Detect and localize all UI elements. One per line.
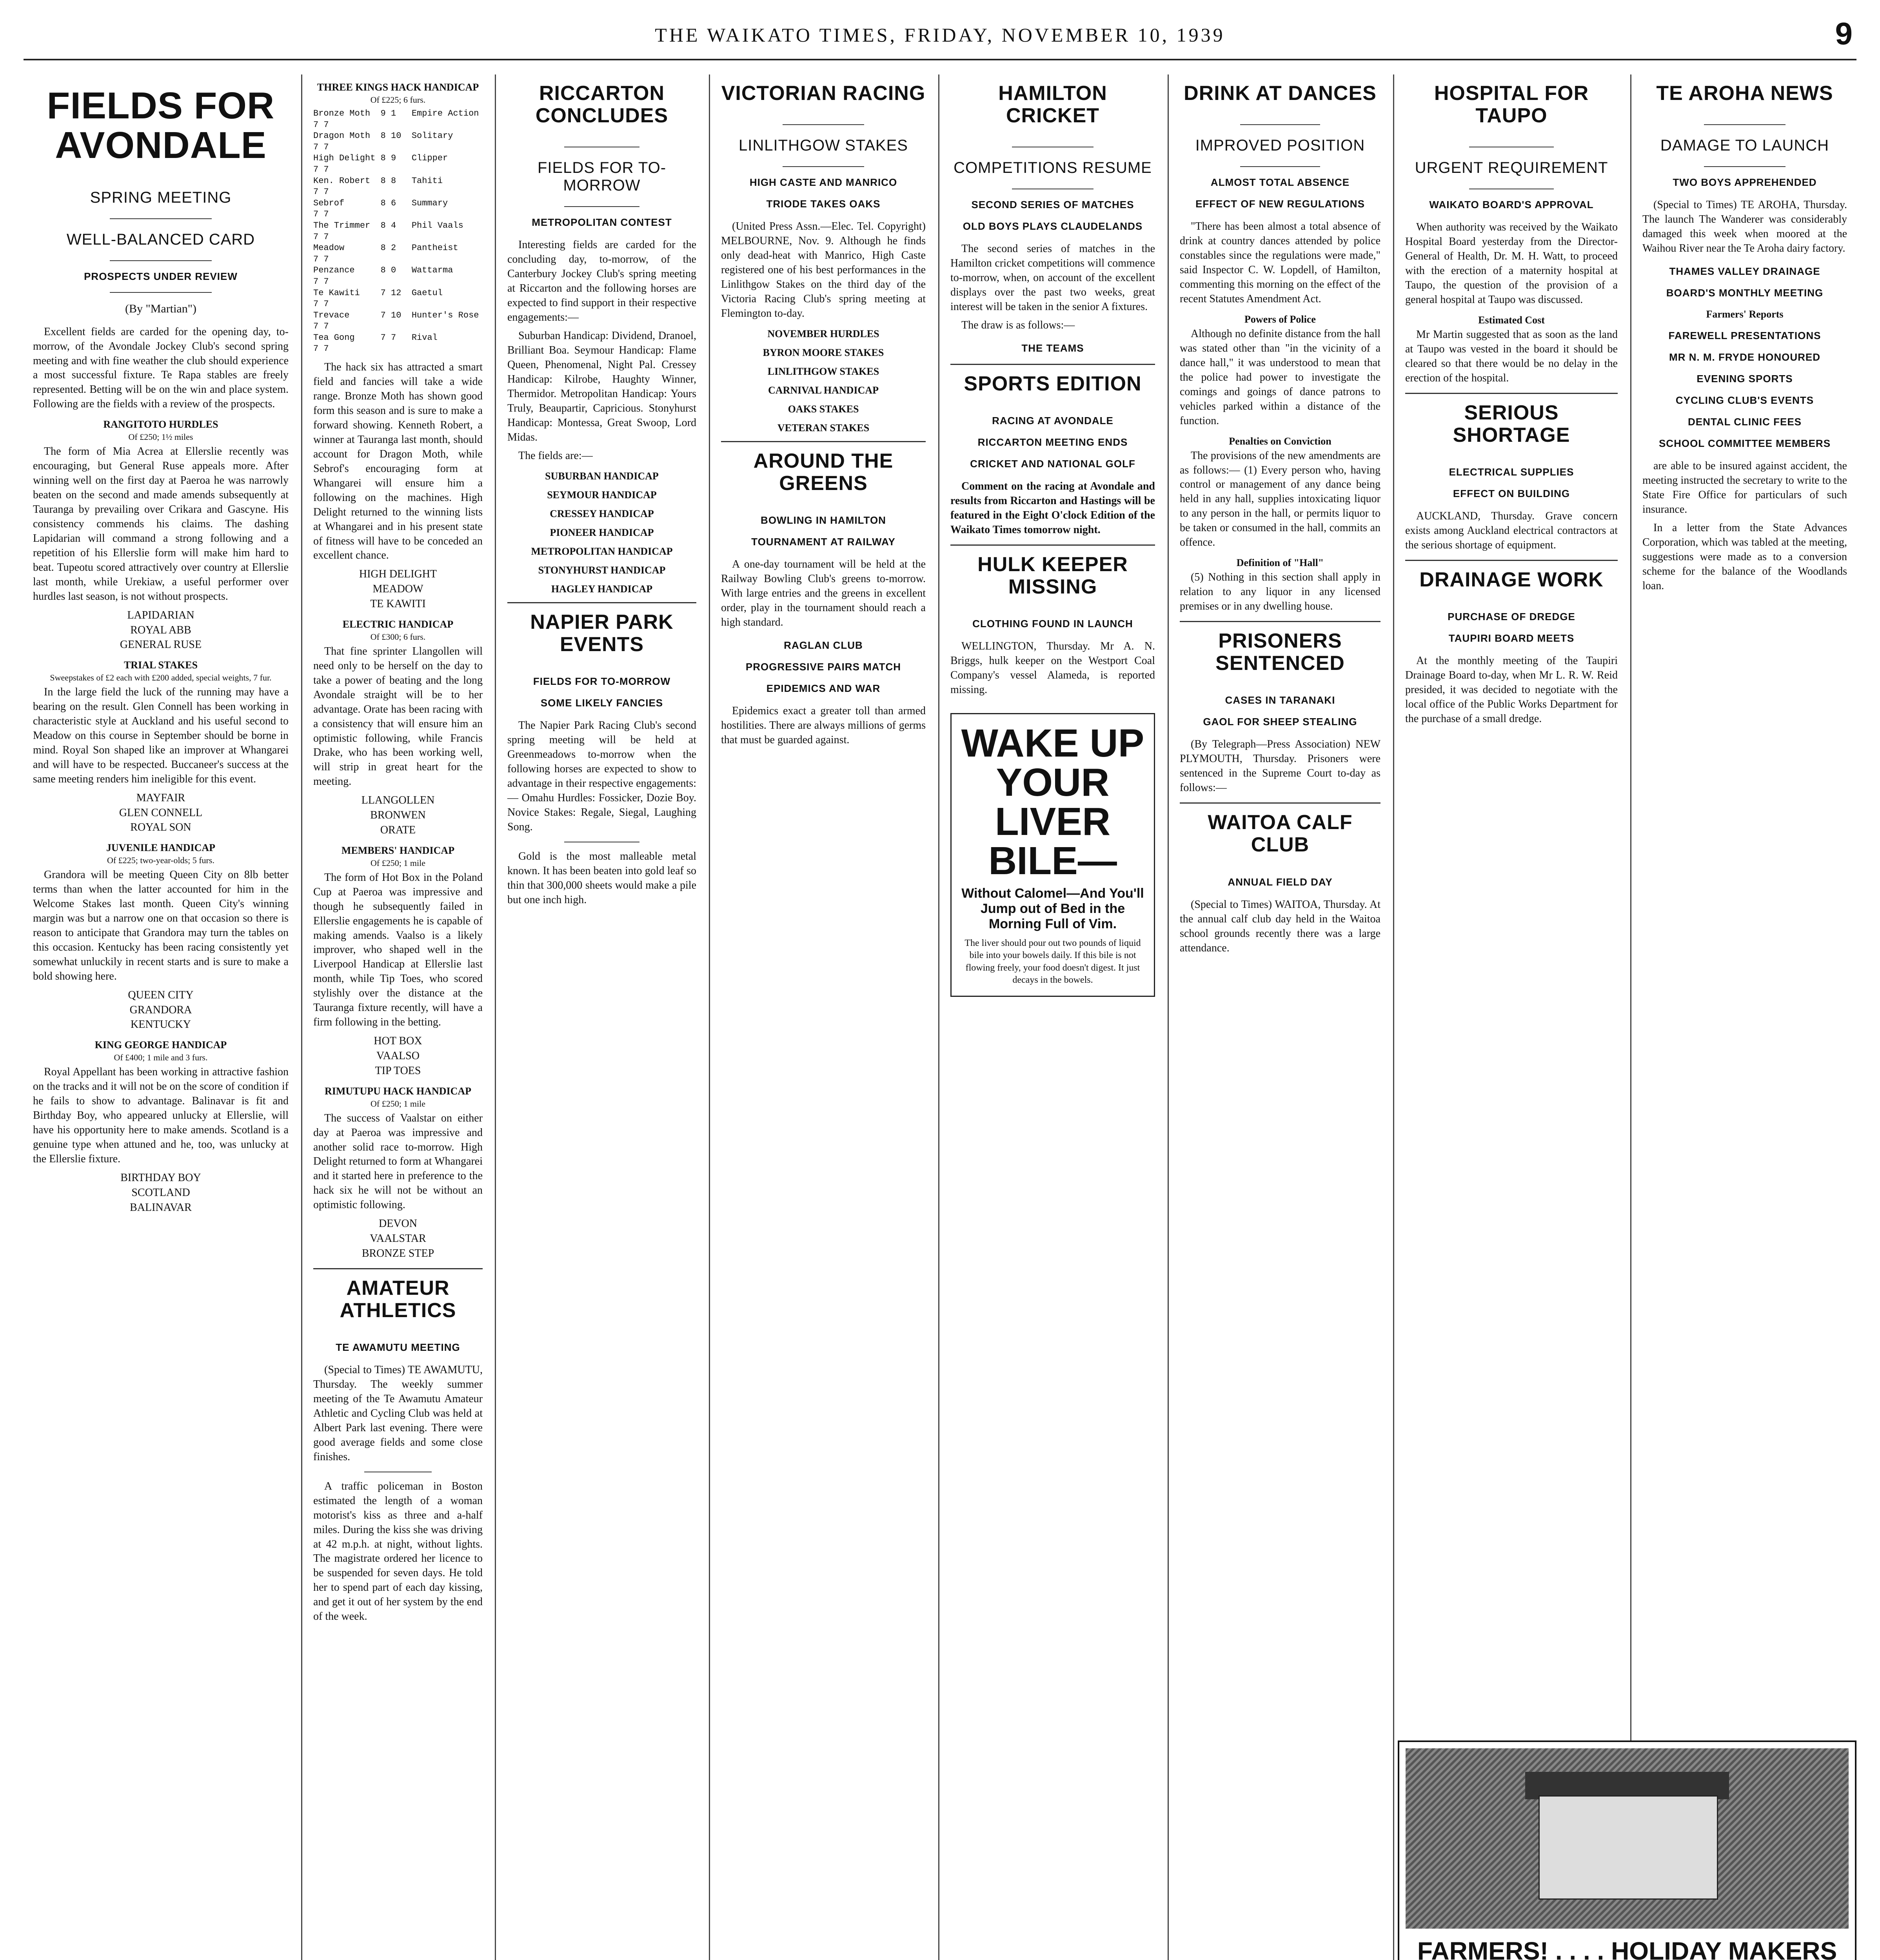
tip: GLEN CONNELL [119, 806, 203, 819]
race-heading: RANGITOTO HURDLES [103, 419, 218, 430]
column-rule [301, 74, 302, 1960]
page-number: 9 [1835, 16, 1853, 51]
divider [313, 1268, 483, 1269]
column-rule [1393, 74, 1394, 1960]
divider [507, 602, 696, 603]
tip: HOT BOX [374, 1035, 422, 1047]
paragraph: Grandora will be meeting Queen City on 8lb better terms than when the latter accounted for him in the Welcome Stakes last month. Queen City's winning margin was but a narrow one on that occasion so there is reason to anticipate that Grandora may turn the tables on this occasion. Kentucky has been racing consistently yet somewhat unluckily in recent starts and is sure to make a bold showing here. [33, 869, 289, 982]
race-heading: JUVENILE HANDICAP [106, 842, 216, 854]
race-heading: TRIAL STAKES [124, 659, 198, 671]
tip: LAPIDARIAN [127, 609, 194, 621]
column-1 [24, 74, 298, 1960]
subheading: URGENT REQUIREMENT [1415, 159, 1608, 177]
tip: DEVON [379, 1218, 417, 1230]
race-heading: RIMUTUPU HACK HANDICAP [324, 1085, 472, 1097]
tip: SCOTLAND [131, 1186, 190, 1199]
paragraph: "There has been almost a total absence of drink at country dances attended by police constables since the regulations were made," said Inspector C. W. Lopdell, of Hamilton, commenting this morning on the effect of the recent Statutes Amendment Act. [1180, 220, 1380, 305]
subheading: RICCARTON MEETING ENDS [977, 436, 1128, 448]
divider [783, 124, 865, 125]
divider [110, 292, 212, 293]
subheading: SCHOOL COMMITTEE MEMBERS [1658, 437, 1831, 449]
paragraph: A one-day tournament will be held at the Railway Bowling Club's greens to-morrow. With large entries and the greens in excellent order, play in the tournament should reach a high standard. [721, 558, 926, 629]
headline: TE AROHA NEWS [1656, 82, 1833, 105]
subheading: SOME LIKELY FANCIES [540, 697, 663, 709]
tip: BIRTHDAY BOY [120, 1171, 201, 1184]
section-heading: Penalties on Conviction [1229, 435, 1331, 447]
headline: RICCARTON CONCLUDES [535, 82, 668, 127]
tip: ROYAL ABB [130, 624, 191, 636]
column-rule [495, 74, 496, 1960]
race-conditions: Of £225; 6 furs. [370, 95, 426, 105]
headline: HAMILTON CRICKET [998, 82, 1107, 127]
byline: (By "Martian") [125, 302, 196, 315]
paragraph: At the monthly meeting of the Taupiri Drainage Board to-day, when Mr L. R. W. Reid presided, it was decided to negotiate with the local office of the Public Works Department for the purchase of a small dredge. [1405, 655, 1618, 725]
paragraph: Mr Martin suggested that as soon as the land at Taupo was vested in the board it should be cleared so that there would be no delay in the erection of the hospital. [1405, 328, 1618, 384]
subheading: FIELDS FOR TO-MORROW [537, 159, 667, 194]
section-heading: Farmers' Reports [1706, 309, 1784, 320]
subheading: WELL-BALANCED CARD [66, 230, 255, 248]
subheading: CYCLING CLUB'S EVENTS [1675, 394, 1814, 406]
subheading: RACING AT AVONDALE [992, 415, 1113, 427]
paragraph: (Special to Times) WAITOA, Thursday. At the annual calf club day held in the Waitoa school grounds recently there was a large attendance. [1180, 898, 1380, 954]
subheading: EVENING SPORTS [1697, 373, 1793, 385]
tip: MAYFAIR [136, 791, 185, 804]
headline: HULK KEEPER MISSING [977, 553, 1128, 599]
divider [783, 166, 865, 167]
tips-list [313, 1034, 483, 1078]
paragraph: (Special to Times) TE AROHA, Thursday. The launch The Wanderer was considerably damaged this week when moored at the Waihou River near the Te Aroha dairy factory. [1642, 199, 1847, 255]
tips-list [313, 793, 483, 837]
subheading: SPRING MEETING [90, 189, 232, 206]
subheading: TWO BOYS APPREHENDED [1673, 176, 1817, 189]
divider [110, 260, 212, 261]
race-conditions: Of £250; 1 mile [371, 1098, 425, 1109]
tip: BRONZE STEP [361, 1247, 434, 1259]
divider [1180, 621, 1380, 622]
tip: VAALSTAR [370, 1232, 426, 1245]
divider [1704, 124, 1786, 125]
paragraph: (By Telegraph—Press Association) NEW PLYMOUTH, Thursday. Prisoners were sentenced in the Supreme Court to-day as follows:— [1180, 738, 1380, 794]
ad-block [1398, 1740, 1856, 1960]
column-5 [941, 74, 1164, 1960]
paragraph: Excellent fields are carded for the opening day, to-morrow, of the Avondale Jockey Club's second spring meeting and with fine weather the club should experience a most successful fixture. Te Rapa stables are freely represented. Betting will be on the win and place system. Following are the fields with a review of the prospects. [33, 325, 289, 410]
subheading: CASES IN TARANAKI [1225, 694, 1335, 706]
paragraph: (Special to Times) TE AWAMUTU, Thursday. The weekly summer meeting of the Te Awamutu Amateur Athletic and Cycling Club was held at Albert Park last evening. There were good average fields and some close finishes. [313, 1364, 483, 1463]
tips-list [33, 988, 289, 1032]
tip: TE KAWITI [370, 598, 426, 610]
race-conditions: Of £250; 1½ miles [128, 432, 193, 442]
column-3 [498, 74, 706, 1960]
subheading: LINLITHGOW STAKES [739, 137, 908, 154]
subheading: THAMES VALLEY DRAINAGE [1669, 265, 1820, 277]
subheading: ANNUAL FIELD DAY [1228, 876, 1333, 888]
paragraph: The form of Mia Acrea at Ellerslie recently was encouraging, but General Ruse appeals more. After winning well on the first day at Paeroa he was narrowly beaten on the second and made amends subsequently at Tauranga by prevailing over Crikara and Gascyne. His consistency commends his claims. The dashing Lapidarian will command a strong following and a repetition of his Ellerslie form will make him hard to beat. Tupeotu scored attractively over country at Ellerslie last month, while Urekiaw, a useful performer over hurdles last season, is not without prospects. [33, 445, 289, 603]
column-2 [304, 74, 492, 1960]
race-heading: CARNIVAL HANDICAP [768, 384, 879, 396]
divider [950, 544, 1155, 546]
headline: AMATEUR ATHLETICS [340, 1276, 456, 1322]
race-heading: METROPOLITAN HANDICAP [531, 545, 673, 557]
subheading: EFFECT ON BUILDING [1453, 488, 1570, 500]
divider [721, 441, 926, 442]
column-6 [1170, 74, 1390, 1960]
race-heading: LINLITHGOW STAKES [767, 365, 879, 377]
headline: NAPIER PARK EVENTS [530, 610, 674, 656]
column-8 [1633, 74, 1856, 1960]
subheading: METROPOLITAN CONTEST [532, 216, 672, 229]
subheading: GAOL FOR SHEEP STEALING [1203, 716, 1357, 728]
paragraph: WELLINGTON, Thursday. Mr A. N. Briggs, hulk keeper on the Westport Coal Company's vessel Alameda, is reported missing. [950, 640, 1155, 696]
paragraph: That fine sprinter Llangollen will need only to be herself on the day to take a power of beating and the long Avondale straight will be to her advantage. Orate has been racing with a consistency that will ensure him an optimistic following, while Francis Drake, who has been working well, will strip in great heart for the meeting. [313, 645, 483, 788]
masthead-rule [24, 59, 1856, 60]
paragraph: A traffic policeman in Boston estimated the length of a woman motorist's kiss as three and a-half miles. During the kiss she was driving at 42 m.p.h. at night, without lights. The magistrate ordered her licence to be suspended for seven days. He told her to spend part of each day kissing, and get it out of her system by the end of the week. [313, 1480, 483, 1623]
paragraph: The form of Hot Box in the Poland Cup at Paeroa was impressive and though he subsequently failed in Ellerslie engagements he is capable of making amends. Vaalso is a likely improver, who shaped well in the Liverpool Handicap at Ellerslie last month, while Tip Toes, who scored stylishly over the distance at the Tauranga fixture recently, will have a firm following in the betting. [313, 871, 483, 1029]
divider [950, 364, 1155, 365]
paragraph: In the large field the luck of the running may have a bearing on the result. Glen Connell has been working in characteristic style at Auckland and his useful second to Meadow on this course in September should be borne in mind. Royal Son shaped like an improver at Whangarei and will have to be respected. Buccaneer's success at the same meeting renders him ineligible for this event. [33, 686, 289, 785]
masthead [0, 0, 1880, 59]
house-shape [1539, 1795, 1718, 1900]
field-table: Bronze Moth 9 1 Empire Action 7 7 Dragon Moth 8 10 Solitary 7 7 High Delight 8 9 Clipper 7 7 Ken. Robert 8 8 Tahiti 7 7 Sebrof 8 6 Summary 7 7 The Trimmer 8 4 Phil Vaals 7 7 Meadow 8 2 Pantheist 7 7 Penzance 8 0 Wattarma 7 7 Te Kawiti 7 12 Gaetul 7 7 Trevace 7 10 Hunter's Rose 7 7 Tea Gong 7 7 Rival 7 7 [313, 109, 479, 354]
subheading: MR N. M. FRYDE HONOURED [1669, 351, 1821, 363]
column-7 [1396, 74, 1627, 1960]
paragraph: Gold is the most malleable metal known. It has been beaten into gold leaf so thin that 300,000 sheets would make a pile but one inch high. [507, 850, 696, 906]
subheading: DENTAL CLINIC FEES [1687, 416, 1802, 428]
subheading: HIGH CASTE AND MANRICO [749, 176, 897, 189]
tip: GRANDORA [129, 1004, 192, 1016]
subheading: COMPETITIONS RESUME [954, 159, 1152, 177]
subheading: FIELDS FOR TO-MORROW [533, 675, 671, 688]
subheading: PROGRESSIVE PAIRS MATCH [745, 661, 901, 673]
subheading: THE TEAMS [1021, 342, 1084, 354]
tip: LLANGOLLEN [361, 794, 435, 807]
headline: DRAINAGE WORK [1419, 568, 1604, 592]
paragraph: The provisions of the new amendments are as follows:— (1) Every person who, having control or management of any dance being held in any hall, supplies intoxicating liquor to any person in the hall, or permits liquor to be taken or consumed in the hall, commits an offence. [1180, 449, 1380, 549]
race-heading: BYRON MOORE STAKES [763, 347, 884, 358]
race-conditions: Sweepstakes of £2 each with £200 added, special weights, 7 fur. [50, 673, 272, 683]
subheading: BOARD'S MONTHLY MEETING [1666, 287, 1824, 299]
tip: ROYAL SON [130, 821, 191, 834]
race-conditions: Of £400; 1 mile and 3 furs. [114, 1053, 208, 1063]
subheading: TOURNAMENT AT RAILWAY [751, 536, 895, 548]
race-heading: SEYMOUR HANDICAP [547, 489, 657, 501]
subheading: RAGLAN CLUB [784, 639, 863, 651]
subheading: FAREWELL PRESENTATIONS [1668, 330, 1821, 341]
race-conditions: Of £250; 1 mile [371, 858, 425, 868]
subheading: BOWLING IN HAMILTON [761, 514, 886, 526]
race-heading: CRESSEY HANDICAP [550, 508, 654, 519]
ad-body: The liver should pour out two pounds of liquid bile into your bowels daily. If this bile is not flowing freely, your food doesn't digest. It just decays in the bowels. [965, 938, 1141, 985]
tips-list [33, 608, 289, 652]
headline: DRINK AT DANCES [1184, 82, 1377, 105]
paragraph: Interesting fields are carded for the concluding day, to-morrow, of the Canterbury Jockey Club's spring meeting at Riccarton and the following horses are expected to find support in their respective engagements:— [507, 239, 696, 324]
ad-subheadline: Without Calomel—And You'll Jump out of Bed in the Morning Full of Vim. [961, 886, 1144, 932]
subheading: OLD BOYS PLAYS CLAUDELANDS [963, 220, 1143, 232]
paragraph: The fields are:— [518, 449, 593, 462]
divider [1405, 393, 1618, 394]
paragraph: Royal Appellant has been working in attractive fashion on the tracks and it will not be on the score of condition if he fails to show to advantage. Balinavar is fit and Birthday Boy, who appeared unlucky at Ellerslie, will have his opportunity here to make amends. Scotland is a genuine type when attuned and he, too, was unlucky at the Ellerslie fixture. [33, 1066, 289, 1165]
tip: TIP TOES [375, 1064, 421, 1077]
subheading: EFFECT OF NEW REGULATIONS [1195, 198, 1365, 210]
tip: KENTUCKY [131, 1018, 191, 1031]
tip: HIGH DELIGHT [359, 568, 437, 581]
section-heading: Estimated Cost [1478, 314, 1545, 326]
tip: MEADOW [372, 583, 423, 595]
race-heading: OAKS STAKES [788, 403, 859, 415]
subheading: CLOTHING FOUND IN LAUNCH [972, 618, 1133, 630]
headline: PRISONERS SENTENCED [1215, 630, 1345, 675]
tip: BRONWEN [370, 809, 426, 822]
paragraph: The second series of matches in the Hamilton cricket competitions will commence to-morrow, when, on account of the excellent displays over the past two weeks, great interest will be taken in the senior A fixtures. [950, 243, 1155, 313]
paragraph: When authority was received by the Waikato Hospital Board yesterday from the Director-General of Health, Dr. M. H. Watt, to proceed with the erection of a maternity hospital at Taupo, the question of the provision of a general hospital at Taupo was discussed. [1405, 221, 1618, 306]
section-heading: Powers of Police [1244, 313, 1316, 325]
race-heading: ELECTRIC HANDICAP [342, 618, 454, 630]
subheading: ELECTRICAL SUPPLIES [1449, 466, 1574, 478]
tip: QUEEN CITY [128, 989, 194, 1001]
tips-list [33, 791, 289, 835]
paragraph: are able to be insured against accident, the meeting instructed the secretary to write to the State Fire Office for particulars of such insurance. [1642, 460, 1847, 515]
race-heading: KING GEORGE HANDICAP [94, 1039, 227, 1051]
column-rule [938, 74, 939, 1960]
headline: WAITOA CALF CLUB [1208, 811, 1353, 857]
tip: BALINAVAR [130, 1201, 192, 1214]
column-rule [709, 74, 710, 1960]
tip: ORATE [380, 824, 416, 836]
headline: VICTORIAN RACING [721, 82, 926, 105]
headline: HOSPITAL FOR TAUPO [1434, 82, 1589, 127]
section-heading: Definition of "Hall" [1236, 557, 1324, 569]
column-rule [1630, 74, 1631, 1960]
subheading: ALMOST TOTAL ABSENCE [1210, 176, 1350, 189]
race-heading: THREE KINGS HACK HANDICAP [317, 82, 479, 93]
headline: FIELDS FOR AVONDALE [47, 85, 275, 166]
cottage-illustration [1406, 1748, 1849, 1929]
paragraph: The Napier Park Racing Club's second spring meeting will be held at Greenmeadows to-morrow when the following horses are expected to show to advantage in their respective engagements:— Omahu Hurdles: Fossicker, Dozie Boy. Novice Stakes: Regale, Siegal, Laughing Song. [507, 719, 697, 833]
subheading: EPIDEMICS AND WAR [766, 682, 881, 694]
paragraph: In a letter from the State Advances Corporation, which was tabled at the meeting, suggestions were made as to a conversion scheme for the balance of the Woodlands loan. [1642, 521, 1847, 592]
subheading: TRIODE TAKES OAKS [766, 198, 881, 210]
ellis-burnand-advertisement [1398, 1740, 1856, 1960]
column-4 [712, 74, 935, 1960]
paragraph: Although no definite distance from the hall was stated other than "in the vicinity of a dance hall," it was understood to mean that the police had power to investigate the comings and goings of dance patrons to vehicles parked within a distance of the function. [1180, 327, 1380, 427]
divider [110, 218, 212, 219]
race-conditions: Of £225; two-year-olds; 5 furs. [107, 855, 214, 866]
tip: GENERAL RUSE [120, 639, 202, 651]
tip: VAALSO [376, 1050, 420, 1062]
race-heading: PIONEER HANDICAP [550, 526, 654, 538]
tips-list [313, 567, 483, 611]
divider [1240, 124, 1321, 125]
race-heading: HAGLEY HANDICAP [551, 583, 653, 595]
subheading: DAMAGE TO LAUNCH [1660, 137, 1829, 154]
paragraph: Suburban Handicap: Dividend, Dranoel, Brilliant Boa. Seymour Handicap: Flame Queen, Phenomenal, Night Pal. Cressey Handicap: Kilrobe, Haughty Winner, Thermidor. Metropolitan Handicap: Yours Truly, Beaupartir, Capricious. Stonyhurst Handicap: Montessa, Great Swoop, Lord Midas. [507, 330, 696, 443]
subheading: WAIKATO BOARD'S APPROVAL [1429, 199, 1594, 211]
subheading: SECOND SERIES OF MATCHES [971, 199, 1134, 211]
race-heading: STONYHURST HANDICAP [538, 564, 666, 576]
divider [1240, 166, 1321, 167]
paragraph: (United Press Assn.—Elec. Tel. Copyright) MELBOURNE, Nov. 9. Although he finds only dead-heat with Manrico, High Caste registered one of his best performances in the Linlithgow Stakes on the third day of the Victoria Racing Club's spring meeting at Flemington to-day. [721, 220, 926, 319]
tips-list [313, 1216, 483, 1261]
paragraph: The success of Vaalstar on either day at Paeroa was impressive and another solid race to-morrow. High Delight returned to form at Whangarei and it started here in preference to the hack six he will not be without an optimistic following. [313, 1112, 483, 1211]
paragraph: AUCKLAND, Thursday. Grave concern exists among Auckland electrical contractors at the serious shortage of equipment. [1405, 510, 1618, 552]
newspaper-title: THE WAIKATO TIMES, FRIDAY, NOVEMBER 10, 1939 [655, 24, 1225, 46]
subheading: PURCHASE OF DREDGE [1448, 611, 1575, 623]
race-heading: SUBURBAN HANDICAP [545, 470, 659, 482]
headline: AROUND THE GREENS [753, 449, 894, 495]
liver-bile-advertisement [950, 713, 1155, 997]
divider [1405, 560, 1618, 561]
race-heading: VETERAN STAKES [777, 422, 870, 434]
subheading: CRICKET AND NATIONAL GOLF [970, 458, 1135, 470]
race-conditions: Of £300; 6 furs. [370, 632, 426, 642]
divider [1704, 166, 1786, 167]
headline: SPORTS EDITION [964, 372, 1142, 396]
paragraph: The hack six has attracted a smart field and fancies will take a wide range. Bronze Moth has shown good form this season and is sure to make a forward showing. Kenneth Robert, a winner at Tauranga last month, should account for Dragon Moth, while Sebrof's encouraging form at Whangarei will ensure him a following on the machines. High Delight returned to the winning lists at Whangarei and in his present state of fitness will have to be conceded an excellent chance. [313, 361, 483, 562]
column-rule [1168, 74, 1169, 1960]
subheading: TE AWAMUTU MEETING [336, 1341, 460, 1354]
paragraph: Epidemics exact a greater toll than armed hostilities. There are always millions of germs that must be guarded against. [721, 705, 926, 746]
paragraph: Comment on the racing at Avondale and results from Riccarton and Hastings will be featured in the Eight O'clock Edition of the Waikato Times tomorrow night. [950, 480, 1155, 536]
paragraph: The draw is as follows:— [961, 319, 1075, 332]
subheading: TAUPIRI BOARD MEETS [1448, 632, 1575, 644]
subheading: IMPROVED POSITION [1195, 137, 1365, 154]
divider [564, 206, 640, 207]
subheading: PROSPECTS UNDER REVIEW [84, 270, 238, 282]
headline: SERIOUS SHORTAGE [1453, 401, 1570, 447]
paragraph: (5) Nothing in this section shall apply in relation to any liquor in any licensed premises or in any dwelling house. [1180, 571, 1380, 613]
race-heading: NOVEMBER HURDLES [767, 328, 879, 339]
race-heading: MEMBERS' HANDICAP [341, 844, 455, 856]
ad-headline: FARMERS! . . . . HOLIDAY MAKERS [1417, 1937, 1837, 1960]
divider [1180, 802, 1380, 804]
ad-headline: WAKE UP YOUR LIVER BILE— [961, 721, 1144, 883]
tips-list [33, 1171, 289, 1215]
